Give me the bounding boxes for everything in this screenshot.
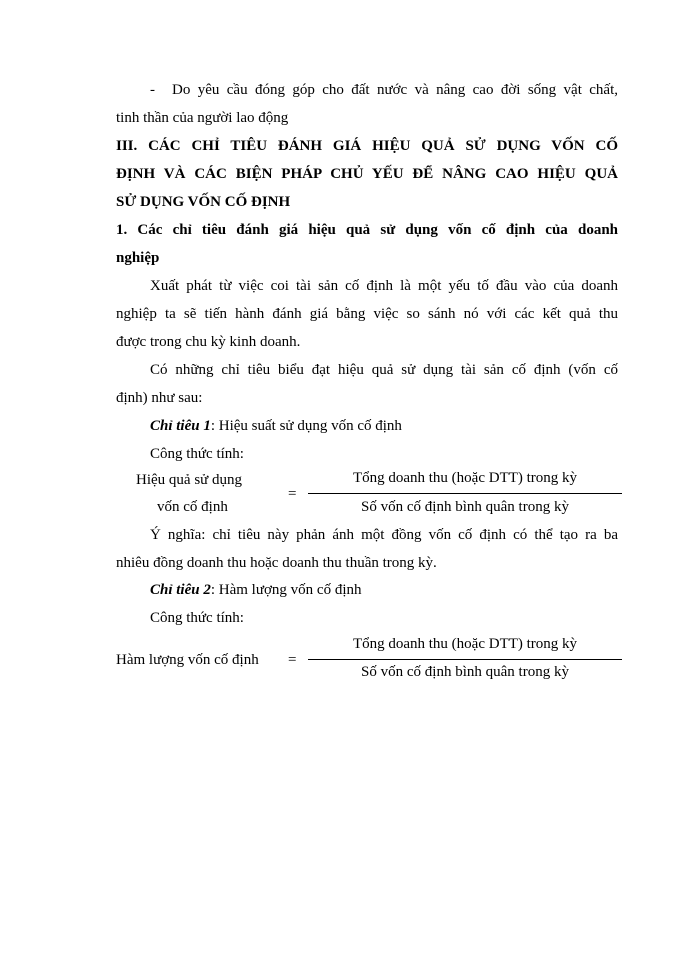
indicator-2-text: : Hàm lượng vốn cố định xyxy=(210,582,362,598)
indicator-1-title xyxy=(150,416,402,436)
indicator-1-denominator: Số vốn cố định bình quân trong kỳ xyxy=(361,499,569,515)
paragraph-2-line2: định) như sau: xyxy=(116,390,203,406)
indicator-2-formula-intro: Công thức tính: xyxy=(150,610,244,626)
subsection-heading-line2: nghiệp xyxy=(116,250,160,266)
paragraph-2-line1: Có những chỉ tiêu biểu đạt hiệu quả sử dụng tài sản cố định (vốn cố xyxy=(150,362,618,378)
paragraph-1-line2: nghiệp ta sẽ tiến hành đánh giá bằng việc so sánh nó với các kết quả thu xyxy=(116,306,618,322)
indicator-2-denominator: Số vốn cố định bình quân trong kỳ xyxy=(361,664,569,680)
paragraph-1-line3: được trong chu kỳ kinh doanh. xyxy=(116,334,301,350)
indicator-1-meaning-line2: nhiêu đồng doanh thu hoặc doanh thu thuần trong kỳ. xyxy=(116,555,437,571)
indicator-2-fraction-bar xyxy=(308,659,622,660)
subsection-heading-line1: 1. Các chỉ tiêu đánh giá hiệu quả sử dụng vốn cố định của doanh xyxy=(116,222,618,238)
indicator-2-lhs: Hàm lượng vốn cố định xyxy=(116,652,259,668)
section-heading-line1: III. CÁC CHỈ TIÊU ĐÁNH GIÁ HIỆU QUẢ SỬ DỤNG VỐN CỐ xyxy=(116,138,618,154)
indicator-1-lhs-line2: vốn cố định xyxy=(157,499,228,515)
section-heading-line2: ĐỊNH VÀ CÁC BIỆN PHÁP CHỦ YẾU ĐỂ NÂNG CAO HIỆU QUẢ xyxy=(116,166,618,182)
section-heading-line3: SỬ DỤNG VỐN CỐ ĐỊNH xyxy=(116,194,291,210)
indicator-1-fraction-bar xyxy=(308,493,622,494)
bullet-text-line2: tinh thần của người lao động xyxy=(116,110,289,126)
indicator-1-formula-intro: Công thức tính: xyxy=(150,446,244,462)
indicator-2-equals: = xyxy=(288,652,297,668)
indicator-2-title xyxy=(150,580,362,600)
indicator-2-label: Chỉ tiêu 2 xyxy=(150,582,211,598)
paragraph-1-line1: Xuất phát từ việc coi tài sản cố định là một yếu tố đầu vào của doanh xyxy=(150,278,618,294)
indicator-1-text: : Hiệu suất sử dụng vốn cố định xyxy=(210,418,402,434)
bullet-dash: - xyxy=(150,82,155,98)
indicator-2-numerator: Tổng doanh thu (hoặc DTT) trong kỳ xyxy=(352,636,578,652)
indicator-1-equals: = xyxy=(288,486,297,502)
indicator-1-numerator: Tổng doanh thu (hoặc DTT) trong kỳ xyxy=(352,470,578,486)
indicator-1-lhs-line1: Hiệu quả sử dụng xyxy=(136,472,243,488)
indicator-1-meaning-line1: Ý nghĩa: chỉ tiêu này phản ánh một đồng vốn cố định có thể tạo ra ba xyxy=(150,527,618,543)
indicator-1-label: Chỉ tiêu 1 xyxy=(150,418,211,434)
bullet-text-line1: Do yêu cầu đóng góp cho đất nước và nâng cao đời sống vật chất, xyxy=(172,82,618,98)
